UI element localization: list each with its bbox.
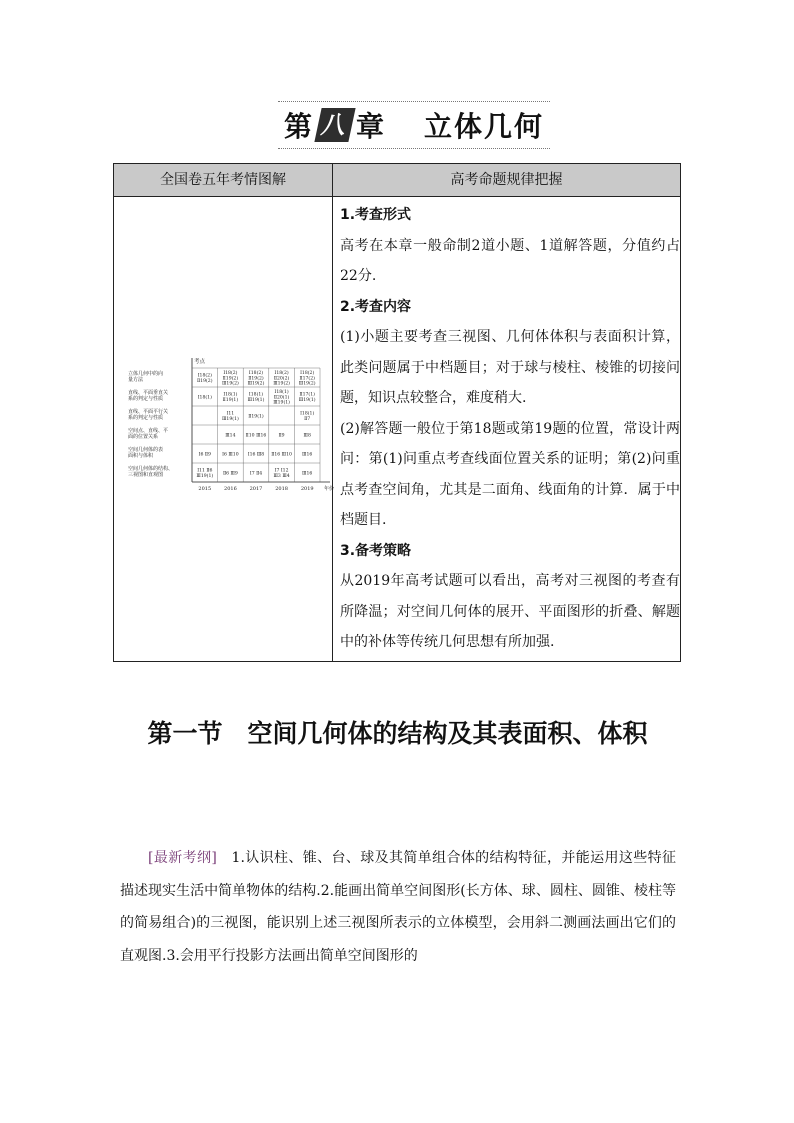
cell-value: Ⅲ19(1)	[273, 400, 290, 406]
cell-value: Ⅱ16 Ⅲ10	[271, 452, 292, 458]
cell-value: Ⅱ19(2)	[197, 378, 213, 384]
topic-label: 系的判定与性质	[128, 396, 164, 402]
topic-label: 系的判定与性质	[128, 415, 164, 421]
cell-value: Ⅰ18(1)	[223, 392, 238, 398]
content-paragraph: 高考在本章一般命制2道小题、1道解答题，分值约占22分.	[340, 237, 680, 284]
topic-label: 空间几何体的结构、	[128, 466, 174, 472]
cell-value: Ⅰ7 Ⅰ12	[274, 468, 289, 474]
content-paragraph: 从2019年高考试题可以看出，高考对三视图的考查有所降温；对空间几何体的展开、平面图形的折叠、解题中的补体等传统几何思想有所加强.	[340, 573, 680, 650]
cell-value: Ⅰ18(2)	[197, 373, 212, 379]
year-tick: 2015	[198, 486, 212, 492]
content-paragraph: (1)小题主要考查三视图、几何体体积与表面积计算，此类问题属于中档题目；对于球与棱柱、棱锥的切接问题，知识点较整合，难度稍大.	[340, 329, 680, 406]
cell-value: Ⅰ6 Ⅲ10	[222, 452, 239, 458]
year-tick: 2017	[249, 486, 263, 492]
cell-value: Ⅲ19(2)	[247, 381, 265, 387]
exam-frequency-chart	[126, 356, 335, 496]
cell-value: Ⅲ19(2)	[298, 381, 316, 387]
cell-value: Ⅲ16	[302, 471, 313, 477]
content-heading: 2.考查内容	[340, 298, 412, 315]
cell-value: Ⅱ17(2)	[299, 376, 315, 382]
table-header-right: 高考命题规律把握	[450, 172, 563, 188]
chapter-title: 立体几何	[424, 110, 545, 143]
cell-value: Ⅱ20(2)	[273, 376, 290, 382]
topic-label: 空间点、直线、平	[128, 428, 169, 434]
cell-value: Ⅰ11 Ⅱ6	[197, 468, 213, 474]
topic-label: 直线、平面平行关	[128, 409, 169, 415]
topic-label: 三视图和直观图	[128, 472, 164, 478]
topic-label: 量方法	[128, 377, 144, 383]
cell-value: Ⅲ19(2)	[222, 381, 239, 387]
cell-value: Ⅲ19(1)	[196, 473, 214, 479]
cell-value: Ⅰ18(2)	[274, 371, 289, 377]
syllabus-block	[120, 842, 676, 972]
cell-value: Ⅱ19(1)	[248, 414, 264, 420]
topic-label: 立体几何中的向	[128, 371, 164, 377]
cell-value: Ⅱ6 Ⅲ9	[222, 471, 238, 477]
cell-value: Ⅲ3 Ⅲ4	[273, 473, 290, 479]
exam-analysis-table	[113, 163, 681, 662]
exam-pattern-content	[340, 200, 680, 658]
topic-label: 直线、平面垂直关	[128, 390, 169, 396]
year-tick: 2019	[300, 486, 314, 492]
cell-value: Ⅱ19(2)	[222, 376, 239, 382]
cell-value: Ⅰ18(1)	[248, 392, 264, 398]
syllabus-paragraph	[120, 842, 676, 972]
topic-label: 空间几何体的表	[128, 447, 164, 453]
cell-value: Ⅲ14	[225, 433, 236, 439]
cell-value: Ⅲ19(1)	[298, 397, 316, 403]
syllabus-text: 1.认识柱、锥、台、球及其简单组合体的结构特征，并能运用这些特征描述现实生活中简单物体的结构.2.能画出简单空间图形(长方体、球、圆柱、圆锥、棱柱等的简易组合)的三视图，能识别上述三视图所表示的立体模型，会用斜二测画法画出它们的直观图.3.会用平行投影方法画出简单空间图形的	[120, 850, 676, 964]
section-title: 第一节 空间几何体的结构及其表面积、体积	[147, 719, 648, 748]
cell-value: Ⅰ18(1)	[274, 390, 289, 396]
cell-value: Ⅱ7	[304, 416, 311, 422]
cell-value: Ⅰ7 Ⅱ4	[249, 471, 263, 477]
cell-value: Ⅱ19(2)	[248, 376, 264, 382]
year-tick: 2018	[275, 486, 288, 492]
y-axis-title: 考点	[194, 359, 206, 365]
cell-value: Ⅱ20(1)	[273, 395, 290, 401]
table-header-left: 全国卷五年考情图解	[160, 172, 286, 188]
cell-value: Ⅰ18(2)	[223, 371, 238, 377]
content-heading: 3.备考策略	[340, 542, 412, 559]
cell-value: Ⅰ16 Ⅲ8	[247, 452, 265, 458]
topic-label: 面的位置关系	[128, 434, 159, 440]
cell-value: Ⅲ16	[302, 452, 313, 458]
table-divider	[332, 164, 333, 661]
cell-value: Ⅰ18(2)	[248, 371, 264, 377]
chapter-banner	[278, 101, 550, 149]
x-axis-title: 年份	[324, 486, 335, 492]
cell-value: Ⅰ18(1)	[197, 395, 212, 401]
topic-label: 面积与体积	[128, 453, 154, 459]
cell-value: Ⅱ19(1)	[222, 397, 239, 403]
cell-value: Ⅲ19(2)	[273, 381, 290, 387]
chapter-number: 八	[314, 108, 355, 142]
year-tick: 2016	[224, 486, 237, 492]
cell-value: Ⅱ17(1)	[299, 392, 315, 398]
cell-value: Ⅰ6 Ⅱ9	[198, 452, 211, 458]
cell-value: Ⅰ18(1)	[300, 411, 315, 417]
cell-value: Ⅰ11	[226, 411, 235, 417]
chapter-suffix: 章	[355, 110, 386, 143]
cell-value: Ⅰ18(2)	[300, 371, 315, 377]
syllabus-tag: [最新考纲]	[148, 850, 217, 866]
content-paragraph: (2)解答题一般位于第18题或第19题的位置，常设计两问：第(1)问重点考查线面位置关系的证明；第(2)问重点考查空间角，尤其是二面角、线面角的计算．属于中档题目.	[340, 420, 680, 528]
cell-value: Ⅲ19(1)	[247, 397, 265, 403]
cell-value: Ⅱ10 Ⅲ16	[245, 433, 267, 439]
table-header	[114, 164, 680, 197]
chapter-prefix: 第	[283, 110, 314, 143]
cell-value: Ⅲ19(1)	[222, 416, 239, 422]
cell-value: Ⅲ8	[303, 433, 311, 439]
cell-value: Ⅱ9	[278, 433, 285, 439]
content-heading: 1.考查形式	[340, 207, 412, 223]
